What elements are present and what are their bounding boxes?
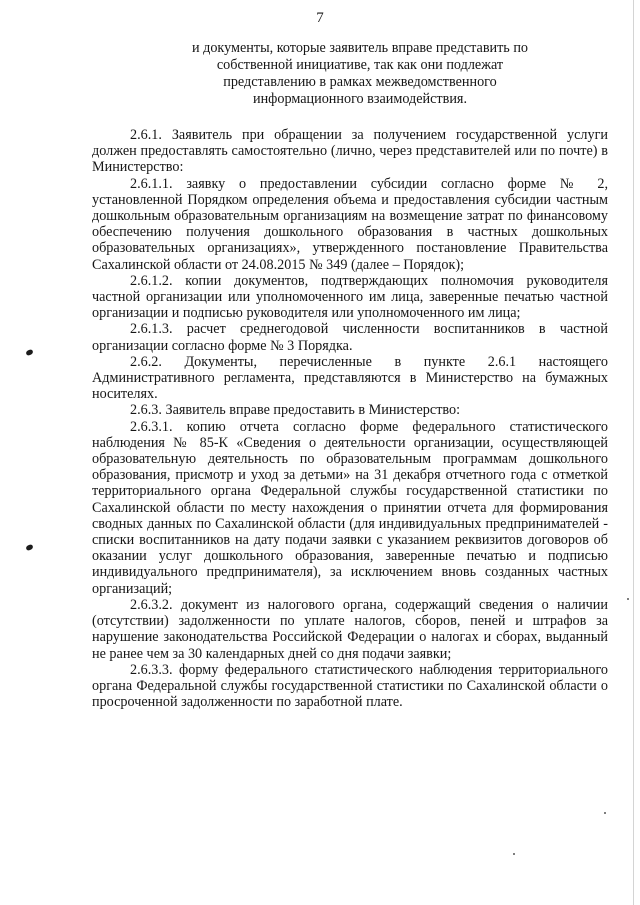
paragraph-2-6-1: 2.6.1. Заявитель при обращении за получением государственной услуги должен предоставлять самостоятельно (лично, через представителей или по почте) в Министерство: (92, 127, 608, 176)
scan-speck (604, 812, 606, 814)
scan-speck (513, 853, 515, 855)
paragraph-2-6-3: 2.6.3. Заявитель вправе предоставить в Министерство: (130, 402, 461, 419)
paragraph-2-6-1-2: 2.6.1.2. копии документов, подтверждающих полномочия руководителя частной организации или уполномоченного им лица, заверенные печатью частной организации и подписью руководителя или уполномоченного им лица; (92, 272, 608, 322)
section-heading: и документы, которые заявитель вправе представить по собственной инициативе, так как они подлежат представлению в рамках межведомственного информационного взаимодействия. (191, 40, 529, 107)
paragraph-2-6-1-1: 2.6.1.1. заявку о предоставлении субсидии согласно форме № 2, установленной Порядком определения объема и предоставления субсидии частным дошкольным образовательным организациям на возмещение затрат по финансовому обеспечению получения дошкольного образования в частных дошкольных образовательных организациях», утвержденного постановление Правительства Сахалинской области от 24.08.2015 № 349 (далее – Порядок); (92, 175, 608, 273)
paragraph-2-6-2: 2.6.2. Документы, перечисленные в пункте 2.6.1 настоящего Административного регламента, представляются в Министерство на бумажных носителях. (92, 353, 608, 403)
scan-mark (25, 544, 33, 551)
scan-mark (25, 349, 33, 356)
scan-speck (627, 598, 629, 600)
paragraph-2-6-3-1: 2.6.3.1. копию отчета согласно форме федерального статистического наблюдения № 85-К «Сведения о деятельности организации, осуществляющей образовательную деятельность по образовательным программам дошкольного образования, присмотр и уход за детьми» на 31 декабря отчетного года с отметкой территориального органа Федеральной службы государственной статистики по Сахалинской области по месту нахождения о принятии отчета для формирования сводных данных по Сахалинской области (для индивидуальных предпринимателей - списки воспитанников на дату подачи заявки с указанием реквизитов договоров об оказании услуг дошкольного образования, заверенные печатью и подписью индивидуального предпринимателя), за исключением вновь созданных частных организаций; (92, 418, 608, 597)
paragraph-2-6-1-3: 2.6.1.3. расчет среднегодовой численности воспитанников в частной организации согласно форме № 3 Порядка. (92, 321, 608, 354)
scan-edge (633, 0, 634, 905)
document-body (92, 127, 608, 710)
paragraph-2-6-3-2: 2.6.3.2. документ из налогового органа, содержащий сведения о наличии (отсутствии) задолженности по уплате налогов, сборов, пеней и штрафов за нарушение законодательства Российской Федерации о налогах и сборах, выданный не ранее чем за 30 календарных дней со дня подачи заявки; (92, 596, 608, 662)
page-number: 7 (316, 10, 324, 26)
paragraph-2-6-3-3: 2.6.3.3. форму федерального статистического наблюдения территориального органа Федеральной службы государственной статистики по Сахалинской области о просроченной задолженности по заработной плате. (92, 661, 608, 711)
